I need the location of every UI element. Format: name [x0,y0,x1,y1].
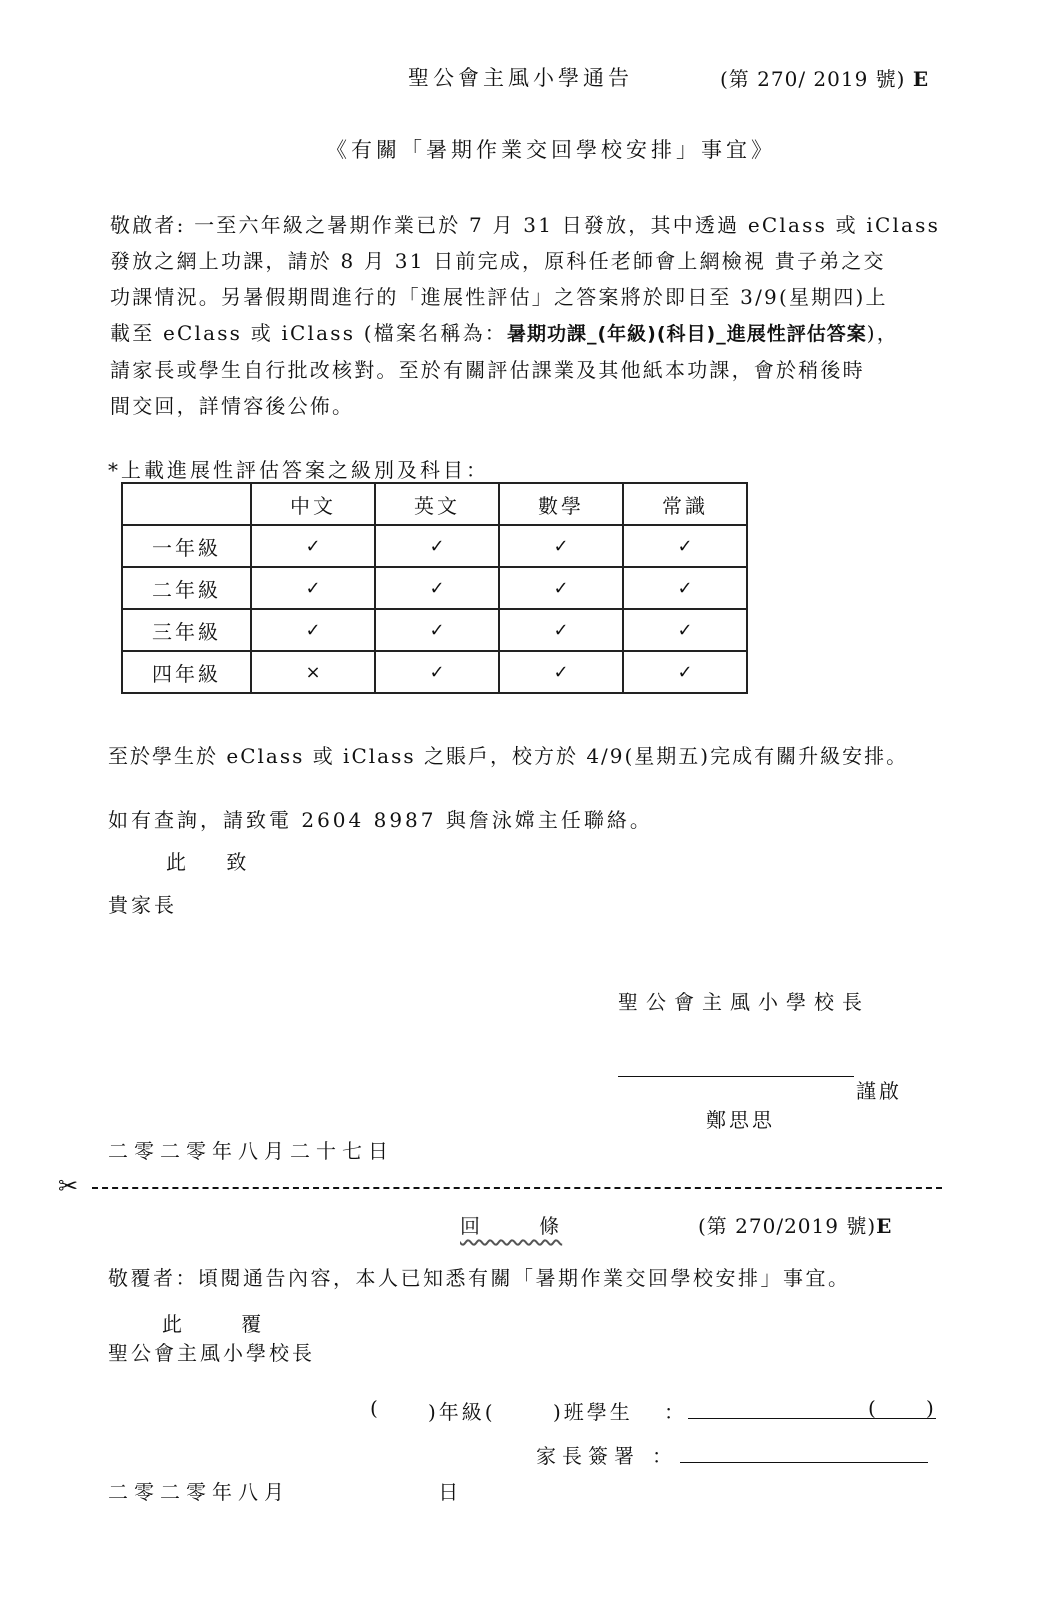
check-icon: ✓ [251,567,375,609]
body-line: 功課情況。另暑假期間進行的「進展性評估」之答案將於即日至 3/9(星期四)上 [110,285,888,309]
colon: ： [652,1444,675,1468]
colon: ： [664,1400,687,1424]
grade-cell: 四年級 [122,651,251,693]
principal-name: 鄭思思 [706,1108,775,1132]
check-icon: ✓ [623,651,747,693]
notice-number [720,63,929,92]
notice-suffix: E [912,67,930,91]
table-row [122,525,747,567]
parent-signature-field[interactable] [680,1462,928,1463]
check-icon: ✓ [499,609,623,651]
check-icon: ✓ [375,651,499,693]
subjects-table [121,482,748,694]
reply-date: 二零二零年八月 日 [108,1480,465,1504]
class-number-open-paren: ( [868,1396,879,1420]
check-icon: ✓ [375,525,499,567]
body-line: 間交回，詳情容後公佈。 [110,394,355,418]
body-line: 發放之網上功課，請於 8 月 31 日前完成，原科任老師會上網檢視 貴子弟之交 [110,249,886,273]
respectfully-text: 謹啟 [856,1079,902,1103]
table-row [122,609,747,651]
check-icon: ✓ [251,609,375,651]
notice-date: 二零二零年八月二十七日 [108,1139,394,1163]
reply-number-text: (第 270/2019 號) [698,1214,877,1238]
check-icon: ✓ [375,567,499,609]
addressee: 貴家長 [108,893,177,917]
body-line: 請家長或學生自行批改核對。至於有關評估課業及其他紙本功課，會於稍後時 [110,358,865,382]
check-icon: ✓ [623,525,747,567]
scissors-icon: ✂ [58,1172,79,1200]
check-icon: ✓ [499,525,623,567]
check-icon: ✓ [375,609,499,651]
cut-line [92,1187,942,1189]
reply-slip-title: 回 條 [460,1214,563,1238]
notice-subject: 《有關「暑期作業交回學校安排」事宜》 [326,138,776,162]
reply-suffix: E [876,1214,893,1238]
enquiry-note: 如有查詢，請致電 2604 8987 與詹泳嫦主任聯絡。 [108,808,653,832]
notice-number-text: (第 270/ 2019 號) [720,67,906,91]
cross-icon: × [251,651,375,693]
table-header-cell: 中文 [251,483,375,525]
class-open-paren: ( [370,1396,381,1420]
check-icon: ✓ [623,567,747,609]
table-header-cell: 英文 [375,483,499,525]
check-icon: ✓ [499,651,623,693]
table-caption: *上載進展性評估答案之級別及科目： [108,458,489,482]
student-name-field[interactable] [688,1418,936,1419]
table-row [122,567,747,609]
file-name-bold: 暑期功課_(年級)(科目)_進展性評估答案 [506,323,867,345]
reply-recipient: 聖公會主風小學校長 [108,1341,315,1365]
table-header-cell: 常識 [623,483,747,525]
grade-cell: 二年級 [122,567,251,609]
principal-title: 聖公會主風小學校長 [618,990,870,1014]
table-row [122,651,747,693]
table-header-row [122,483,747,525]
check-icon: ✓ [623,609,747,651]
class-label: )班學生 [553,1400,633,1424]
school-notice-title: 聖公會主風小學通告 [408,66,633,90]
signature-line [618,1076,854,1077]
account-note: 至於學生於 eClass 或 iClass 之賬戶，校方於 4/9(星期五)完成有關升級安排。 [108,744,909,768]
grade-cell: 一年級 [122,525,251,567]
grade-label: )年級( [428,1400,496,1424]
parent-signature-label: 家長簽署 [536,1444,640,1468]
body-paragraph [110,207,990,424]
check-icon: ✓ [251,525,375,567]
class-number-close-paren: ) [926,1396,937,1420]
body-line-text: )， [866,321,899,345]
check-icon: ✓ [499,567,623,609]
reply-closing: 此 覆 [162,1312,265,1336]
body-line: 敬啟者: 一至六年級之暑期作業已於 7 月 31 日發放，其中透過 eClass 或 iClass [110,213,941,237]
body-line [110,315,990,352]
table-header-cell: 數學 [499,483,623,525]
reply-text: 敬覆者：頃閱通告內容，本人已知悉有關「暑期作業交回學校安排」事宜。 [108,1266,851,1290]
table-header-cell [122,483,251,525]
reply-number [698,1210,892,1239]
grade-cell: 三年級 [122,609,251,651]
body-line-text: 載至 eClass 或 iClass (檔案名稱為： [110,321,507,345]
closing-salutation: 此 致 [166,850,250,874]
